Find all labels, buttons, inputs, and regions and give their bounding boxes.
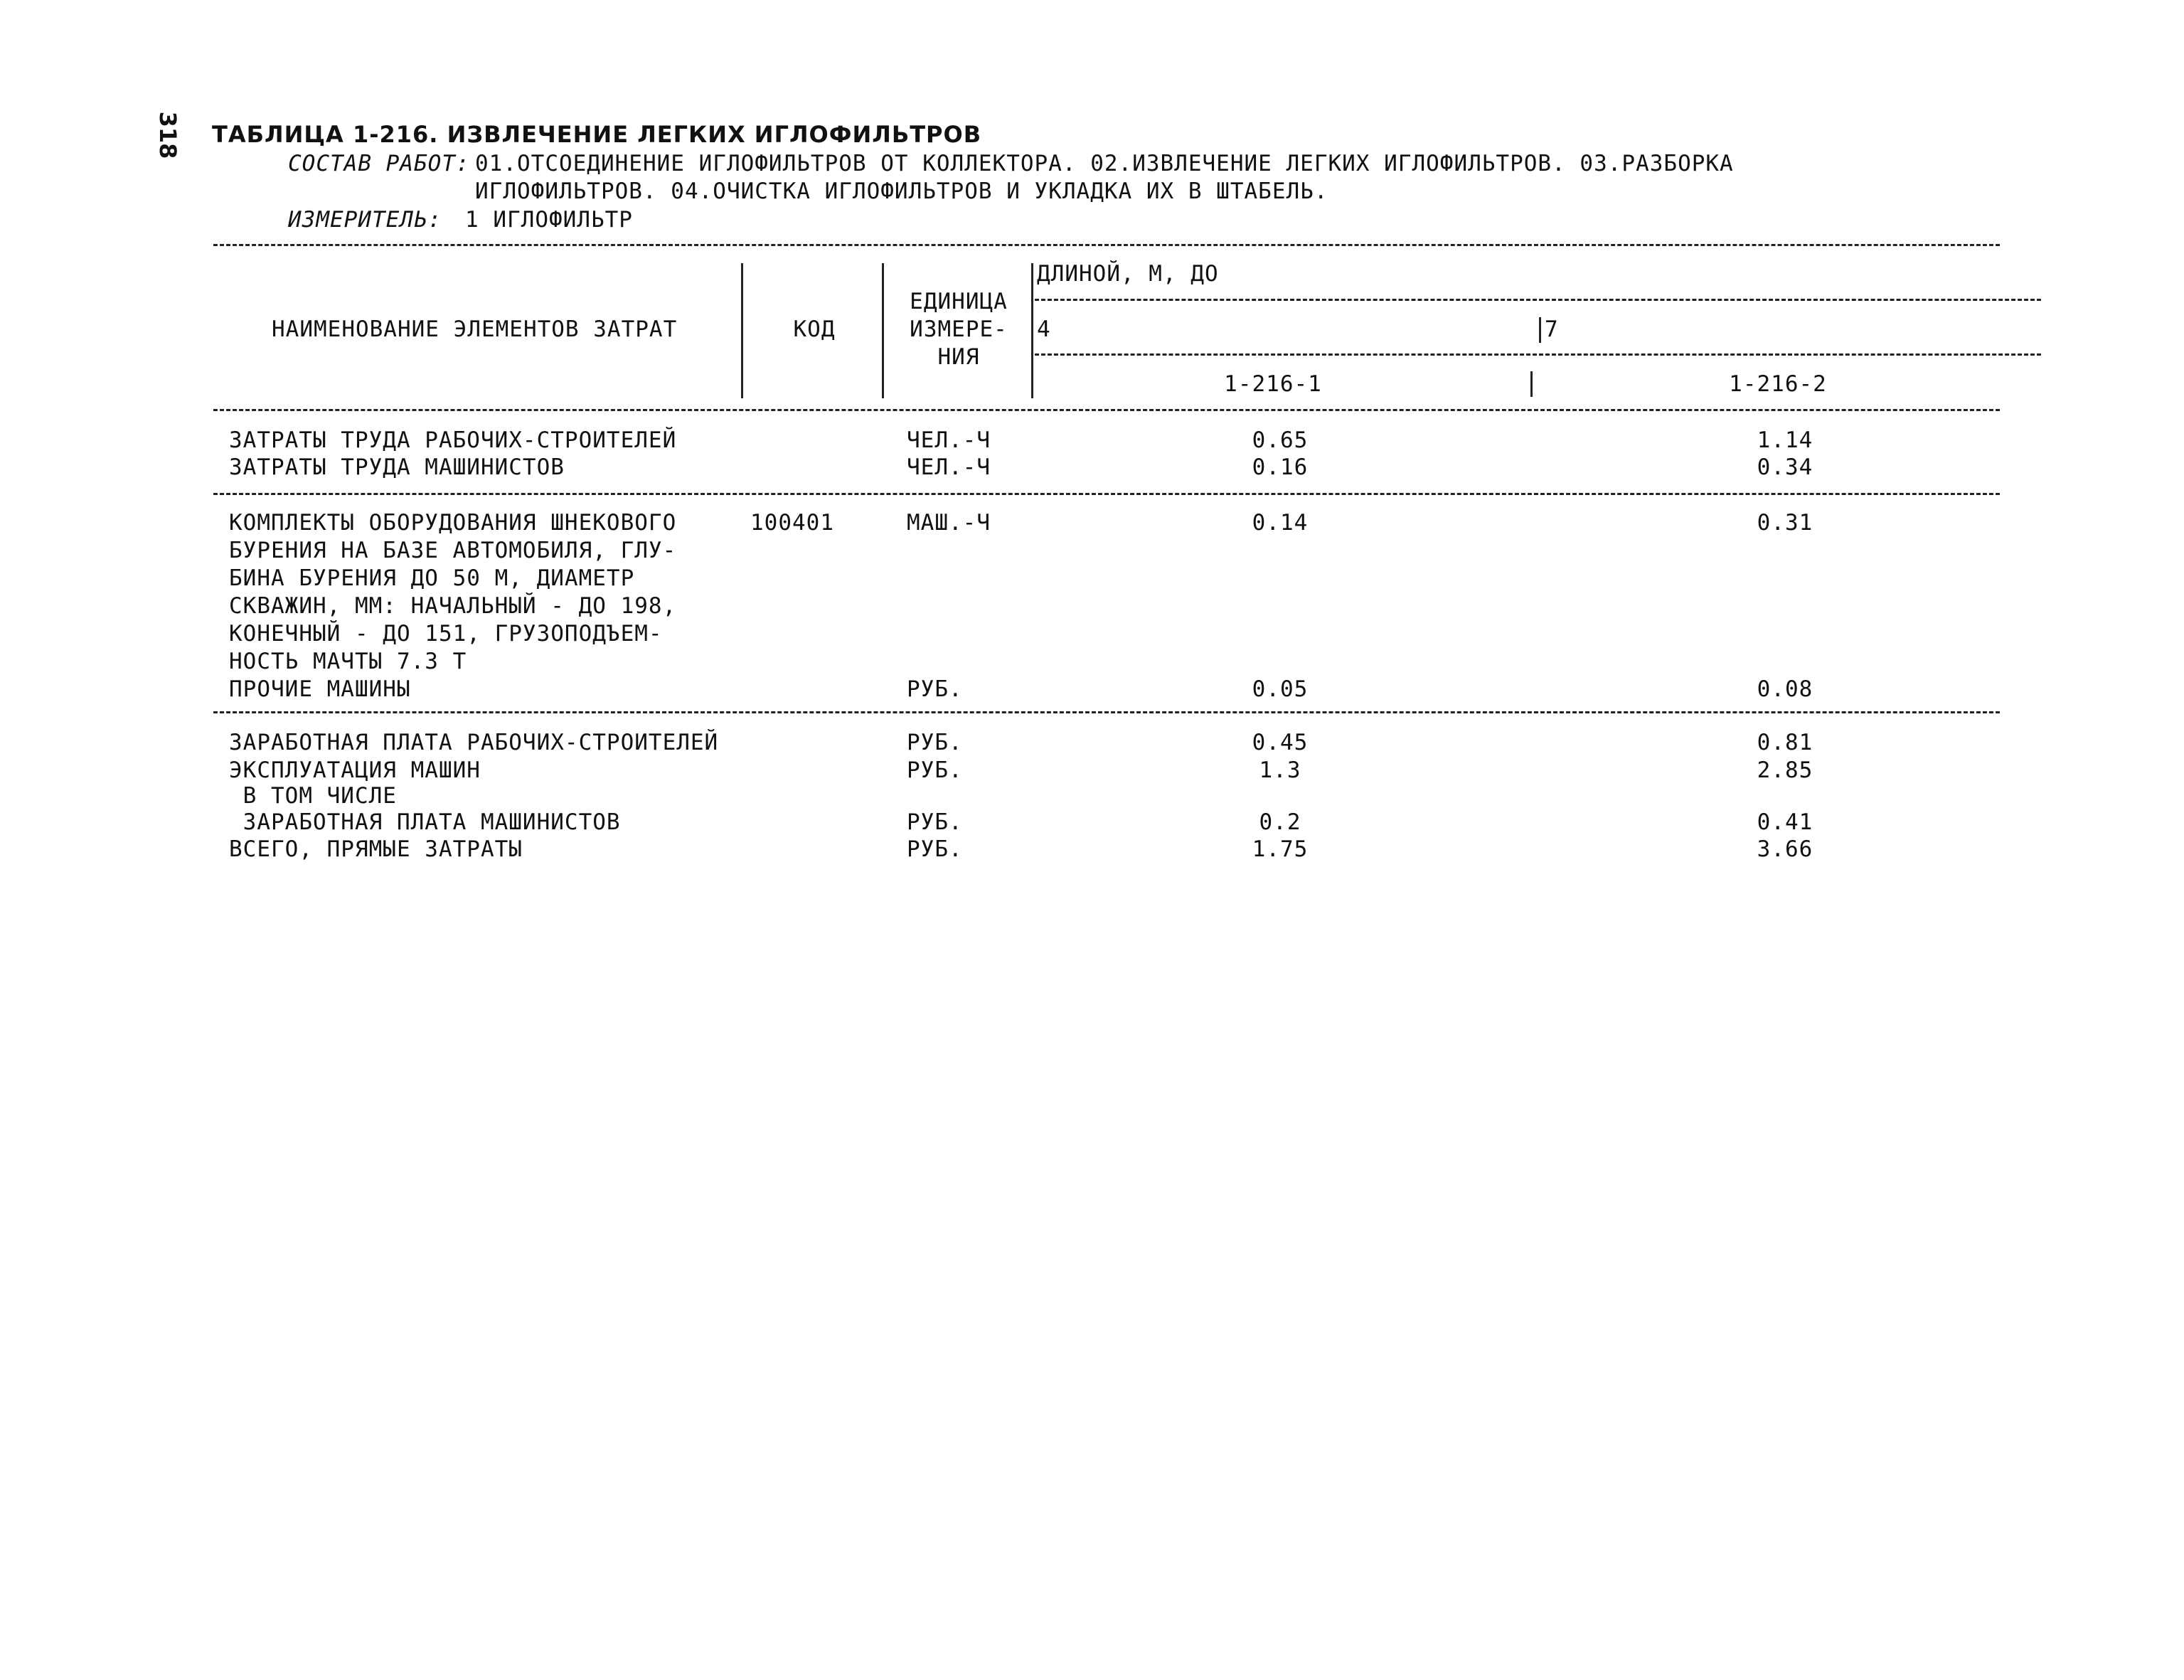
composition-line-1: 01.ОТСОЕДИНЕНИЕ ИГЛОФИЛЬТРОВ ОТ КОЛЛЕКТОРА. 02.ИЗВЛЕЧЕНИЕ ЛЕГКИХ ИГЛОФИЛЬТРОВ. 03.РАЗБОРКА <box>475 151 1734 176</box>
col-divider-len-b <box>1539 317 1541 343</box>
row-name: ЗАРАБОТНАЯ ПЛАТА РАБОЧИХ-СТРОИТЕЛЕЙ <box>229 730 719 755</box>
measure-label: ИЗМЕРИТЕЛЬ: <box>288 207 442 233</box>
rule-section-2 <box>213 711 2000 713</box>
rule-header-bottom <box>213 409 2000 411</box>
row-name-line: СКВАЖИН, ММ: НАЧАЛЬНЫЙ - ДО 198, <box>229 593 677 619</box>
rule-top <box>213 244 2000 246</box>
row-value-a: 0.65 <box>1252 427 1309 453</box>
row-unit: РУБ. <box>907 809 963 835</box>
rule-section-1 <box>213 493 2000 495</box>
table-title: ТАБЛИЦА 1-216. ИЗВЛЕЧЕНИЕ ЛЕГКИХ ИГЛОФИЛЬТРОВ <box>212 121 982 148</box>
row-value-b: 0.08 <box>1757 676 1813 702</box>
row-name: В ТОМ ЧИСЛЕ <box>229 783 397 809</box>
row-code: 100401 <box>750 510 834 536</box>
row-unit: РУБ. <box>907 730 963 755</box>
row-value-a: 0.14 <box>1252 510 1309 536</box>
row-name-line: НОСТЬ МАЧТЫ 7.3 Т <box>229 649 467 674</box>
row-value-b: 0.31 <box>1757 510 1813 536</box>
row-value-b: 0.41 <box>1757 809 1813 835</box>
row-name: ЭКСПЛУАТАЦИЯ МАШИН <box>229 757 481 783</box>
row-name-line: БИНА БУРЕНИЯ ДО 50 М, ДИАМЕТР <box>229 565 635 591</box>
row-unit: РУБ. <box>907 757 963 783</box>
header-unit-3: НИЯ <box>937 344 980 370</box>
row-value-b: 3.66 <box>1757 836 1813 862</box>
row-name: ЗАТРАТЫ ТРУДА РАБОЧИХ-СТРОИТЕЛЕЙ <box>229 427 677 453</box>
header-length: ДЛИНОЙ, М, ДО <box>1037 261 1219 287</box>
header-name: НАИМЕНОВАНИЕ ЭЛЕМЕНТОВ ЗАТРАТ <box>272 317 678 342</box>
row-value-b: 0.81 <box>1757 730 1813 755</box>
header-length-7: 7 <box>1545 317 1559 342</box>
rule-header-2 <box>1035 353 2041 356</box>
header-col-b: 1-216-2 <box>1729 371 1827 397</box>
header-length-4: 4 <box>1037 317 1051 342</box>
row-unit: РУБ. <box>907 676 963 702</box>
row-value-a: 1.75 <box>1252 836 1309 862</box>
row-name-line: КОНЕЧНЫЙ - ДО 151, ГРУЗОПОДЪЕМ- <box>229 621 663 647</box>
rule-header-1 <box>1035 299 2041 301</box>
row-value-a: 1.3 <box>1259 757 1301 783</box>
row-unit: РУБ. <box>907 836 963 862</box>
row-unit: МАШ.-Ч <box>907 510 991 536</box>
row-name-line: БУРЕНИЯ НА БАЗЕ АВТОМОБИЛЯ, ГЛУ- <box>229 538 677 563</box>
row-value-b: 0.34 <box>1757 454 1813 480</box>
composition-line-2: ИГЛОФИЛЬТРОВ. 04.ОЧИСТКА ИГЛОФИЛЬТРОВ И УКЛАДКА ИХ В ШТАБЕЛЬ. <box>475 179 1328 204</box>
row-name: ПРОЧИЕ МАШИНЫ <box>229 676 411 702</box>
row-value-b: 2.85 <box>1757 757 1813 783</box>
col-divider-code <box>741 263 743 398</box>
row-name-line: КОМПЛЕКТЫ ОБОРУДОВАНИЯ ШНЕКОВОГО <box>229 510 677 536</box>
col-divider-col-b <box>1530 371 1533 397</box>
col-divider-length <box>1031 263 1033 398</box>
header-unit-1: ЕДИНИЦА <box>910 289 1008 314</box>
col-divider-unit <box>882 263 884 398</box>
header-unit-2: ИЗМЕРЕ- <box>910 317 1008 342</box>
row-name: ВСЕГО, ПРЯМЫЕ ЗАТРАТЫ <box>229 836 523 862</box>
row-name: ЗАТРАТЫ ТРУДА МАШИНИСТОВ <box>229 454 565 480</box>
row-value-b: 1.14 <box>1757 427 1813 453</box>
measure-value: 1 ИГЛОФИЛЬТР <box>465 207 633 233</box>
row-value-a: 0.45 <box>1252 730 1309 755</box>
row-unit: ЧЕЛ.-Ч <box>907 454 991 480</box>
page-number: 318 <box>154 111 181 159</box>
row-value-a: 0.16 <box>1252 454 1309 480</box>
header-col-a: 1-216-1 <box>1224 371 1322 397</box>
header-code: КОД <box>793 317 836 342</box>
row-value-a: 0.2 <box>1259 809 1301 835</box>
row-unit: ЧЕЛ.-Ч <box>907 427 991 453</box>
row-name: ЗАРАБОТНАЯ ПЛАТА МАШИНИСТОВ <box>229 809 621 835</box>
row-value-a: 0.05 <box>1252 676 1309 702</box>
composition-label: СОСТАВ РАБОТ: <box>288 151 470 176</box>
